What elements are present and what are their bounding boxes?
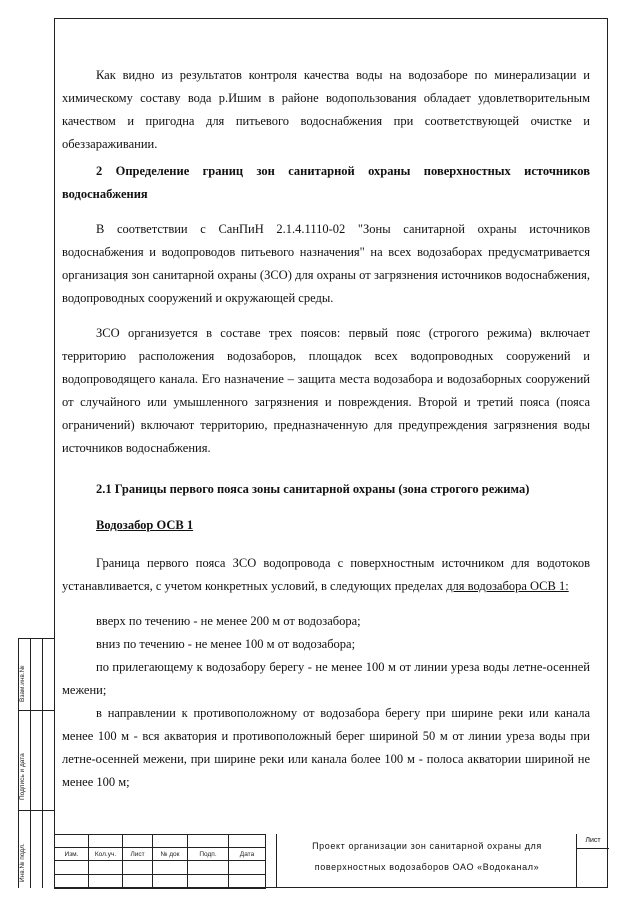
title-block bbox=[54, 834, 608, 888]
stamp-title-line2: поверхностных водозаборов ОАО «Водоканал» bbox=[314, 862, 540, 872]
stamp-title-line1: Проект организации зон санитарной охраны для bbox=[312, 841, 542, 851]
stamp-header-ndok: № док bbox=[153, 848, 188, 861]
stamp-title bbox=[276, 834, 577, 888]
section21-block bbox=[62, 478, 590, 501]
para2-block bbox=[62, 218, 590, 310]
side-stamp bbox=[18, 638, 54, 888]
para4-underlined: для водозабора ОСВ 1: bbox=[446, 579, 569, 593]
side-label-inv: Инв.№ подл. bbox=[19, 843, 26, 882]
stamp-header-podp: Подп. bbox=[188, 848, 229, 861]
stamp-sheet bbox=[576, 834, 609, 888]
paragraph-water-quality: Как видно из результатов контроля качества воды на водозаборе по минерализации и химическому составу вода р.Ишим в районе водопользования обладает удовлетворительным качеством и пригодна для питьевого водоснабжения при соответствующей очистке и обеззараживании. bbox=[62, 68, 590, 151]
list-item-opposite: в направлении к противоположному от водозабора берегу при ширине реки или канала менее 100 м - вся акватория и противоположный берег шириной 50 м от линии уреза воды при летне-осенней межени, при ширине реки или канала более 100 м - полоса акватории шириной не менее 100 м; bbox=[62, 706, 590, 789]
side-label-vzam: Взам.инв.№ bbox=[19, 665, 26, 702]
section2-block bbox=[62, 160, 590, 206]
stamp-header-list: Лист bbox=[123, 848, 153, 861]
section21-heading: 2.1 Границы первого пояса зоны санитарной охраны (зона строгого режима) bbox=[96, 482, 530, 496]
subheading-block bbox=[62, 514, 590, 537]
paragraph-first-belt bbox=[62, 552, 590, 598]
side-label-podpis: Подпись и дата bbox=[19, 753, 26, 800]
stamp-sheet-label: Лист bbox=[577, 834, 609, 849]
list-block bbox=[62, 610, 590, 794]
paragraph-zso: ЗСО организуется в составе трех поясов: первый пояс (строгого режима) включает территорию расположения водозаборов, площадок всех водопроводных сооружений и водопроводящего канала. Его назначение – защита места водозабора и водозаборных сооружений от случайного или умышленного загрязнения и повреждения. Второй и третий пояса (пояса ограничений) включают территорию, предназначенную для предупреждения загрязнения воды источников водоснабжения. bbox=[62, 326, 590, 455]
stamp-header-izm: Изм. bbox=[55, 848, 89, 861]
para4-block bbox=[62, 552, 590, 598]
body-text-1 bbox=[62, 64, 590, 156]
subheading-osv1: Водозабор ОСВ 1 bbox=[96, 518, 194, 532]
para3-block bbox=[62, 322, 590, 460]
paragraph-sanpin: В соответствии с СанПиН 2.1.4.1110-02 "Зоны санитарной охраны источников водоснабжения и водопроводов питьевого назначения" на всех водозаборах предусматривается организация зон санитарной охраны (ЗСО) для охраны от загрязнения источников водоснабжения, водопроводных сооружений и окружающей среды. bbox=[62, 222, 590, 305]
list-item-downstream: вниз по течению - не менее 100 м от водозабора; bbox=[96, 637, 356, 651]
stamp-table bbox=[54, 834, 266, 889]
list-item-upstream: вверх по течению - не менее 200 м от водозабора; bbox=[96, 614, 361, 628]
stamp-header-data: Дата bbox=[229, 848, 266, 861]
para4-main: Граница первого пояса ЗСО водопровода с поверхностным источником для водотоков устанавливается, с учетом конкретных условий, в следующих пределах bbox=[62, 556, 590, 593]
section2-heading: 2 Определение границ зон санитарной охраны поверхностных источников водоснабжения bbox=[62, 164, 590, 201]
list-item-bank: по прилегающему к водозабору берегу - не менее 100 м от линии уреза воды летне-осенней межени; bbox=[62, 660, 590, 697]
stamp-header-kolich: Кол.уч. bbox=[89, 848, 123, 861]
